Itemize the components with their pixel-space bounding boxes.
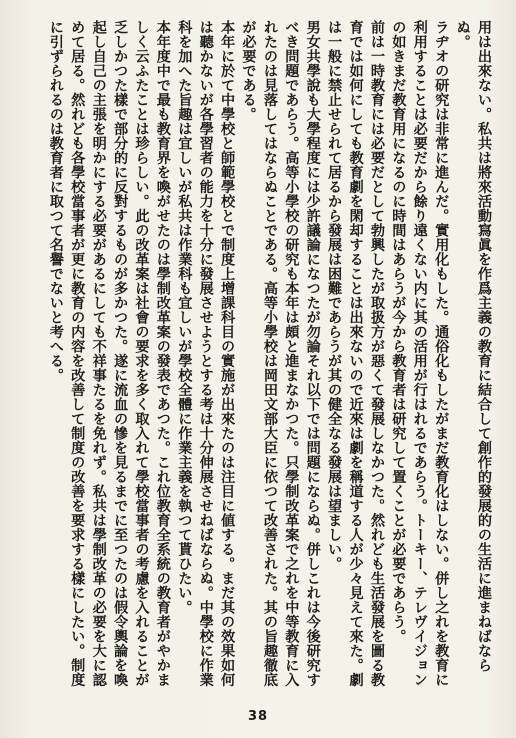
paragraph: 用は出來ない。私共は將來活動寫眞を作爲主義の教育に結合して創作的發展的の生活に進まねばならぬ。: [454, 20, 492, 673]
paragraph: 本年に於て中學校と師範學校とで制度上增課科目の實施が出來たのは注目に値する。まだ其の效果如何は聽かないが各學習者の能力を十分に發展させようとする考は十分伸展させねばならぬ。中學校に作業科を加へた旨趣は宜しいが私共は作業科も宜しいが學校全體に作業主義を執つて貰ひたい。: [176, 20, 236, 687]
page-number: 38: [247, 709, 269, 724]
paragraph: 本年度中で最も教育界を喚がせたのは學制改革案の發表であつた。これ位教育全系統の教育者がやかましく云ふたことは珍らしい。此の改革案は社會の要求を多く取入れて學校當事者の考慮を入れることが乏しかつた樣で部分的に反對するものが多かつた。遂に流血の慘を見るまでに至つたのは假令輿論を喚起し自己の主張を明かにする必要があるにしても不祥事たるを免れず。私共は學制改革の必要を大に認めて居る。然れども各學校當事者が更に教育の内容を改善して制度の改善を要求する樣にしたい。制度に引ずられるのは教育者に取つて名譽でないと考へる。: [47, 20, 171, 687]
paragraph: 前は一時教育には必要だとして勃興したが取扱方が惡くて發展しなかつた。然れども生活發展を圖る教育では如何にしても教育劇を閑却することは出來ないので近來は劇を稱道する人が少々見えて來た。劇は一般に禁止せられて居るから發展は困難であらうが其の健全なる發展は望ましい。: [326, 20, 385, 687]
paragraph: ラヂオの研究は非常に進んだ。實用化もした。通俗化もしたがまだ教育化はしない。併し之れを教育に利用することは必要だから餘り遠くない内に其の活用が行はれるであらう。トーキー、テレヴイジョンの如きまだ教育用になるのに時間はあらうが今から教育者は研究して置くことが必要であらう。: [390, 20, 450, 687]
body-text: [18, 20, 494, 692]
paragraph: 男女共學說も大學程度には少許議論になつたが勿論それ以下では問題にならぬ。併しこれは今後研究すべき問題であらう。高等小學校の研究も本年は頗と進まなかつた。只學制改革案で之れを中等教育に入れたのは見落してはならぬことである。高等小學校は岡田文部大臣に依つて改善された。其の旨趣徹底が必要である。: [240, 20, 321, 687]
